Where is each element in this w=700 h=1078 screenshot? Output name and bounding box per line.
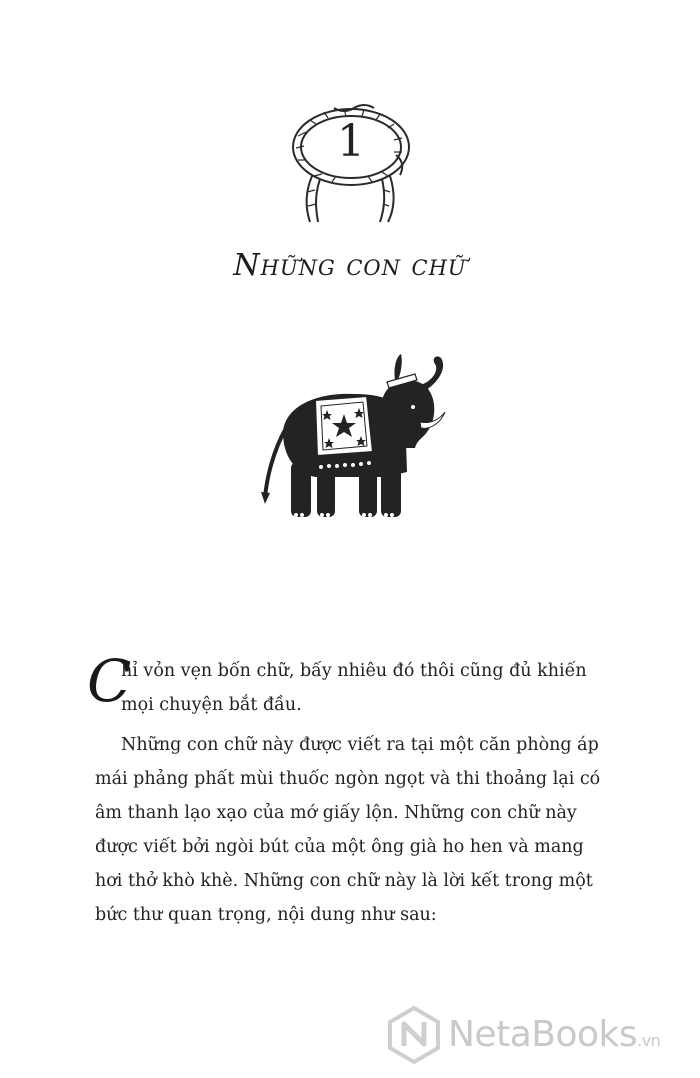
drop-cap: C [87,647,132,715]
netabooks-logo-icon [386,1004,442,1064]
watermark-suffix: .vn [637,1031,661,1050]
chapter-title: Những con chữ [233,248,467,283]
paragraph-2: Những con chữ này được viết ra tại một căn phòng áp mái phảng phất mùi thuốc ngòn ngọt và thi thoảng lại có âm thanh lạo xạo của mớ giấy lộn. Những con chữ này được viết bởi ngòi bút của một ông già ho hen và mang hơi thở khò khè. Những con chữ này là lời kết trong một bức thư quan trọng, nội dung như sau: [95,735,601,925]
paragraph-1-text: hỉ vỏn vẹn bốn chữ, bấy nhiêu đó thôi cũng đủ khiến mọi chuyện bắt đầu. [121,661,587,715]
elephant-illustration-icon [255,352,455,528]
watermark-text [448,1014,660,1055]
watermark-brand: NetaBooks [448,1014,638,1055]
paragraph-1 [87,647,615,722]
chapter-badge [284,100,418,225]
watermark [386,1004,686,1064]
chapter-number: 1 [337,116,365,167]
body-text [87,647,615,932]
